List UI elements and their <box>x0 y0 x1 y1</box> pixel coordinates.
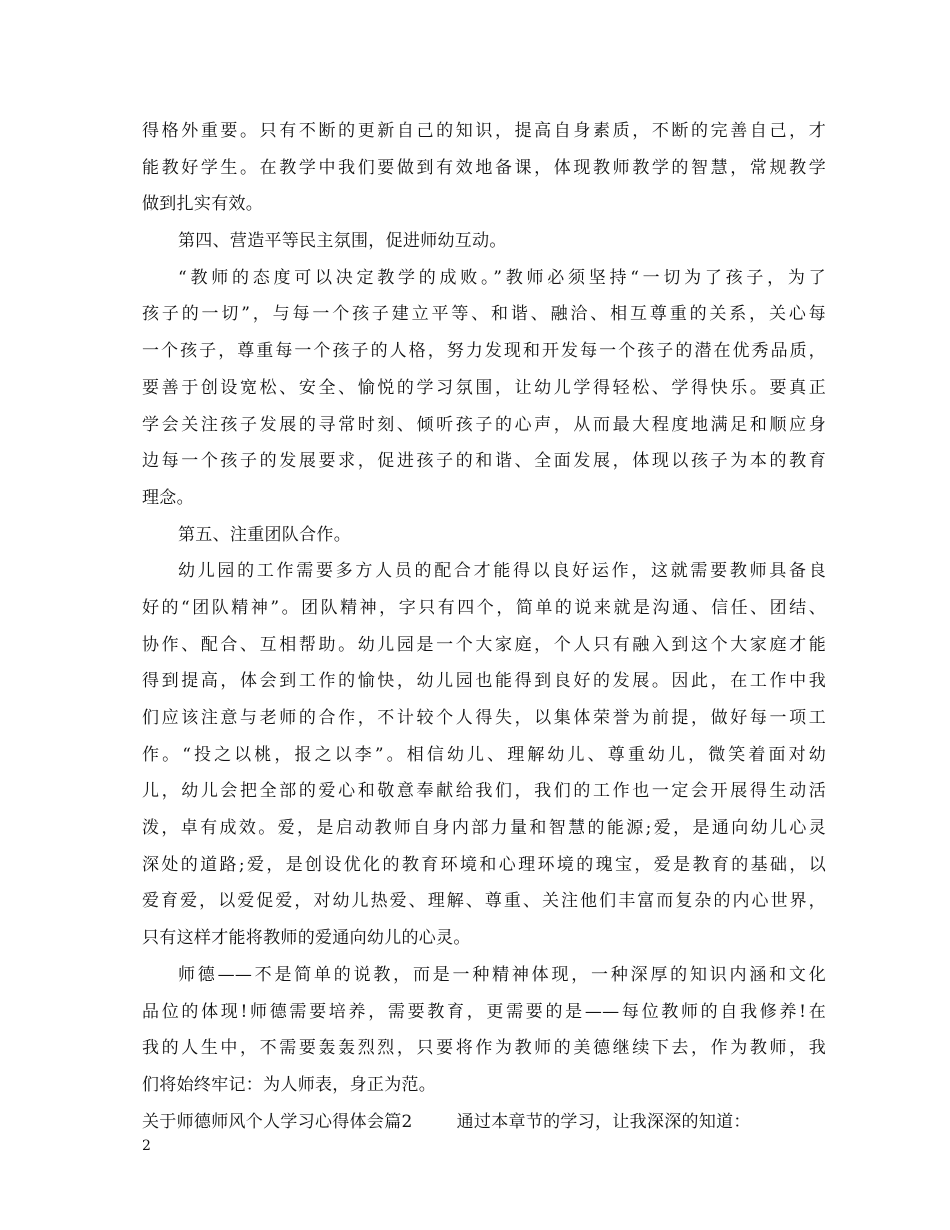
text-line: 我的人生中，不需要轰轰烈烈，只要将作为教师的美德继续下去，作为教师，我 <box>142 1038 826 1059</box>
text-line: 孩子的一切”，与每一个孩子建立平等、和谐、融洽、相互尊重的关系，关心每 <box>142 304 826 325</box>
text-line: 做到扎实有效。 <box>142 194 264 215</box>
text-line: 学会关注孩子发展的寻常时刻、倾听孩子的心声，从而最大程度地满足和顺应身 <box>142 414 826 435</box>
text-line: 深处的道路;爱，是创设优化的教育环境和心理环境的瑰宝，爱是教育的基础，以 <box>142 854 826 875</box>
text-line: 理念。 <box>142 487 194 508</box>
text-line: 好的“团队精神”。团队精神，字只有四个，简单的说来就是沟通、信任、团结、 <box>142 597 826 618</box>
spacer <box>413 1104 457 1141</box>
text-line: 作。“投之以桃，报之以李”。相信幼儿、理解幼儿、尊重幼儿，微笑着面对幼 <box>142 744 826 765</box>
text-line: 爱育爱，以爱促爱，对幼儿热爱、理解、尊重、关注他们丰富而复杂的内心世界， <box>142 891 826 912</box>
text-line: 一个孩子，尊重每一个孩子的人格，努力发现和开发每一个孩子的潜在优秀品质， <box>142 341 826 362</box>
section-heading-4: 第四、营造平等民主氛围，促进师幼互动。 <box>178 231 507 252</box>
next-section-title: 关于师德师风个人学习心得体会篇2 <box>142 1111 413 1132</box>
text-line: 品位的体现!师德需要培养，需要教育，更需要的是——每位教师的自我修养!在 <box>142 1001 826 1022</box>
next-section-line <box>142 1104 826 1141</box>
text-line: 只有这样才能将教师的爱通向幼儿的心灵。 <box>142 928 471 949</box>
text-line: 得格外重要。只有不断的更新自己的知识，提高自身素质，不断的完善自己，才 <box>142 121 826 141</box>
text-line: 能教好学生。在教学中我们要做到有效地备课，体现教师教学的智慧，常规教学 <box>142 157 826 178</box>
text-line: 边每一个孩子的发展要求，促进孩子的和谐、全面发展，体现以孩子为本的教育 <box>142 451 826 472</box>
section-heading-5: 第五、注重团队合作。 <box>178 524 351 545</box>
text-line: 幼儿园的工作需要多方人员的配合才能得以良好运作，这就需要教师具备良 <box>178 561 826 582</box>
text-line: 们应该注意与老师的合作，不计较个人得失，以集体荣誉为前提，做好每一项工 <box>142 708 826 728</box>
text-line: 泼，卓有成效。爱，是启动教师自身内部力量和智慧的能源;爱，是通向幼儿心灵 <box>142 818 826 839</box>
text-line: 协作、配合、互相帮助。幼儿园是一个大家庭，个人只有融入到这个大家庭才能 <box>142 634 826 655</box>
document-body <box>142 113 826 1140</box>
text-line: 们将始终牢记：为人师表，身正为范。 <box>142 1074 437 1095</box>
page-number: 2 <box>142 1138 151 1154</box>
text-line: 要善于创设宽松、安全、愉悦的学习氛围，让幼儿学得轻松、学得快乐。要真正 <box>142 377 826 398</box>
text-line: 儿，幼儿会把全部的爱心和敬意奉献给我们，我们的工作也一定会开展得生动活 <box>142 781 826 802</box>
next-section-opening: 通过本章节的学习，让我深深的知道： <box>456 1111 751 1132</box>
text-line: 得到提高，体会到工作的愉快，幼儿园也能得到良好的发展。因此，在工作中我 <box>142 671 826 692</box>
text-line: 师德——不是简单的说教，而是一种精神体现，一种深厚的知识内涵和文化 <box>178 964 826 985</box>
text-line: “教师的态度可以决定教学的成败。”教师必须坚持“一切为了孩子，为了 <box>178 267 826 288</box>
